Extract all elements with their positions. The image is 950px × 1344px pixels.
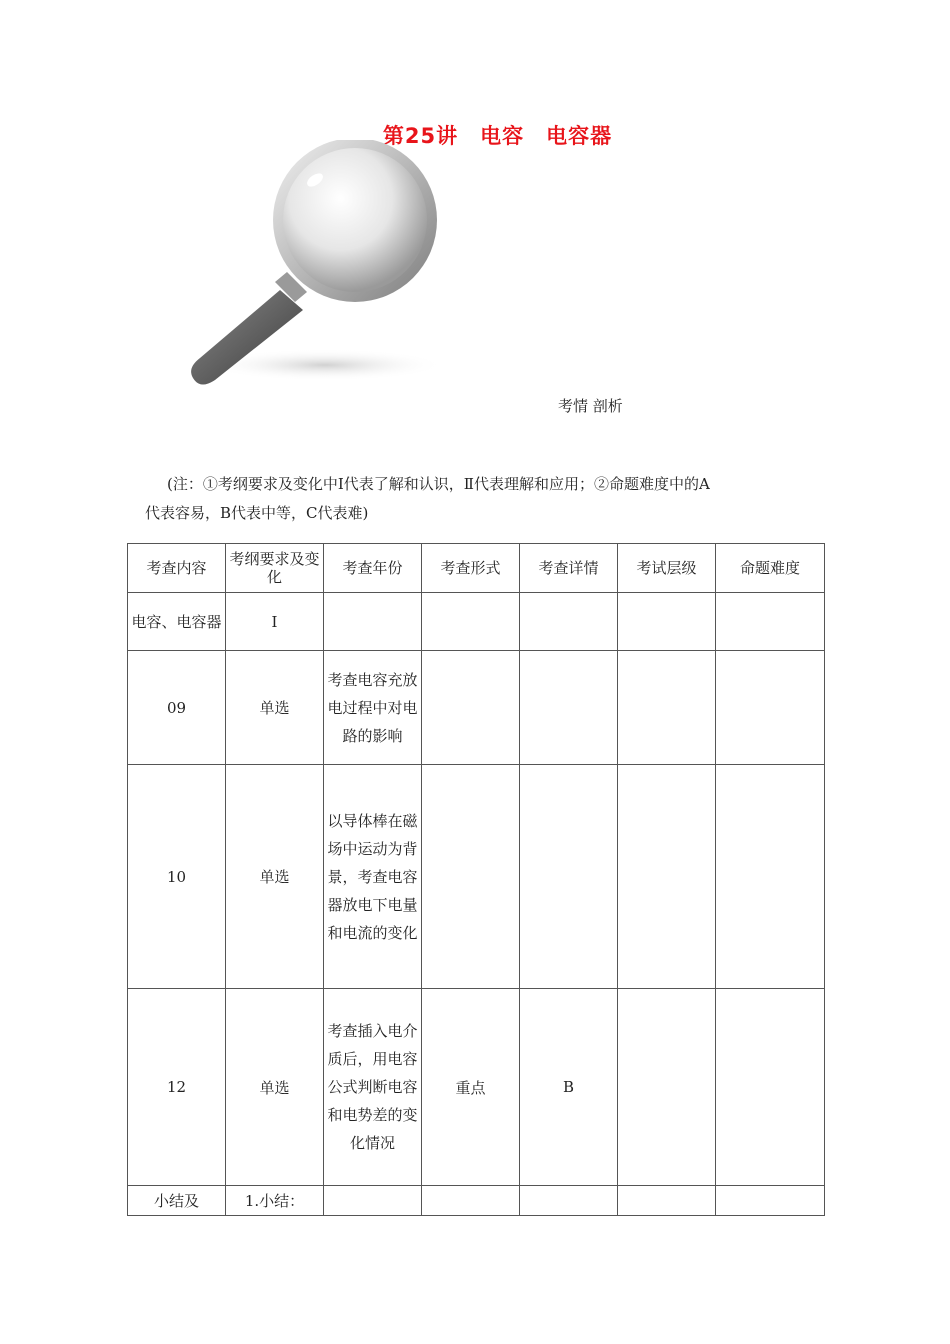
table-cell	[520, 1186, 618, 1216]
table-row	[128, 651, 825, 765]
table-cell: 以导体棒在磁场中运动为背景，考查电容器放电下电量和电流的变化	[324, 765, 422, 989]
table-cell	[716, 1186, 825, 1216]
table-cell: 1.小结：	[226, 1186, 324, 1216]
table-cell: 考查插入电介质后，用电容公式判断电容和电势差的变化情况	[324, 989, 422, 1186]
header-cell: 考查形式	[422, 544, 520, 593]
table-row	[128, 765, 825, 989]
header-cell: 考试层级	[618, 544, 716, 593]
table-cell	[716, 651, 825, 765]
table-cell: 单选	[226, 765, 324, 989]
magnifier-icon	[175, 140, 445, 390]
table-row	[128, 989, 825, 1186]
table-row	[128, 1186, 825, 1216]
header-cell: 命题难度	[716, 544, 825, 593]
note-line-1: (注：①考纲要求及变化中Ⅰ代表了解和认识，Ⅱ代表理解和应用；②命题难度中的A	[167, 475, 710, 493]
table-cell	[422, 593, 520, 651]
table-cell: B	[520, 989, 618, 1186]
table-cell	[618, 1186, 716, 1216]
table-cell	[324, 1186, 422, 1216]
table-cell	[520, 765, 618, 989]
table-cell: 重点	[422, 989, 520, 1186]
table-cell: Ⅰ	[226, 593, 324, 651]
header-cell: 考查年份	[324, 544, 422, 593]
table-cell	[716, 989, 825, 1186]
note	[145, 470, 825, 528]
header-cell: 考查内容	[128, 544, 226, 593]
table-cell: 09	[128, 651, 226, 765]
table-cell	[618, 651, 716, 765]
table-cell	[324, 593, 422, 651]
table-cell: 12	[128, 989, 226, 1186]
table-cell	[618, 765, 716, 989]
table-cell: 考查电容充放电过程中对电路的影响	[324, 651, 422, 765]
section-label: 考情 剖析	[558, 397, 623, 415]
table-cell	[422, 651, 520, 765]
table-cell: 单选	[226, 989, 324, 1186]
table-cell: 电容、电容器	[128, 593, 226, 651]
note-line-2: 代表容易，B代表中等，C代表难)	[145, 504, 369, 522]
table-cell	[520, 651, 618, 765]
table-cell: 小结及	[128, 1186, 226, 1216]
table-cell	[520, 593, 618, 651]
table-cell	[422, 765, 520, 989]
table-cell	[716, 593, 825, 651]
table-cell: 单选	[226, 651, 324, 765]
table-cell	[716, 765, 825, 989]
table-cell	[618, 593, 716, 651]
table-cell: 10	[128, 765, 226, 989]
table-header-row	[128, 544, 825, 593]
header-cell: 考纲要求及变化	[226, 544, 324, 593]
table-cell	[618, 989, 716, 1186]
header-cell: 考查详情	[520, 544, 618, 593]
exam-analysis-table	[127, 543, 825, 1216]
page-title: 第25讲 电容 电容器	[382, 124, 613, 148]
table-cell	[422, 1186, 520, 1216]
table-row	[128, 593, 825, 651]
